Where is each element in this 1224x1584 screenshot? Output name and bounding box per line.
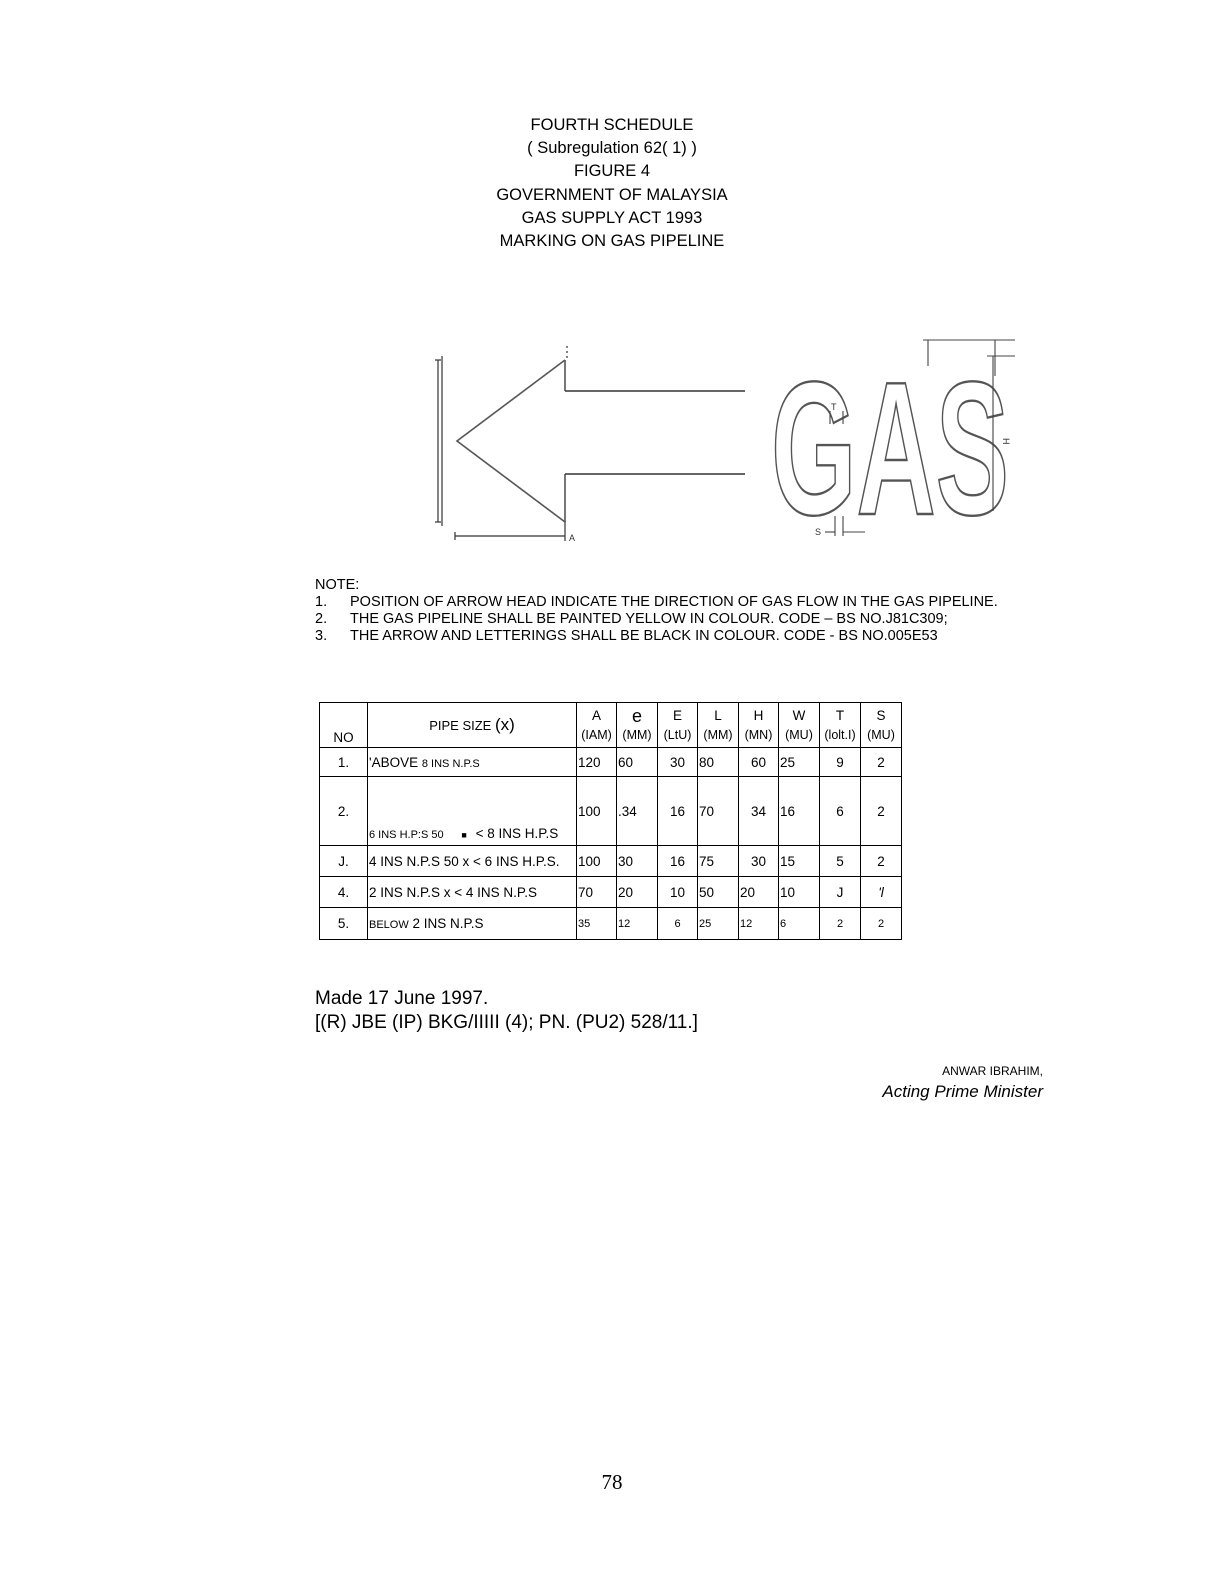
arrow-dimension-label: A <box>569 533 576 543</box>
header-col-w: W (MU) <box>779 703 820 748</box>
value-cell: 2 <box>820 908 861 940</box>
figure-caption: MARKING ON GAS PIPELINE <box>499 232 725 251</box>
value-cell: 2 <box>861 748 902 777</box>
header-pipe-size-label: PIPE SIZE <box>429 718 492 733</box>
value-cell: 2 <box>861 846 902 877</box>
table-row <box>320 777 902 846</box>
arrow-head <box>457 360 565 522</box>
value-cell: 30 <box>739 846 779 877</box>
note-number: 1. <box>315 594 328 610</box>
header-pipe-size-variable: (x) <box>494 715 515 734</box>
value-cell: 70 <box>577 877 617 908</box>
header-col-s: S (MU) <box>861 703 902 748</box>
pipeline-marking-figure <box>425 336 1015 546</box>
value-cell: 50 <box>698 877 739 908</box>
table-row <box>320 908 902 940</box>
row-number: 5. <box>320 908 368 940</box>
page-number: 78 <box>601 1470 623 1494</box>
pipe-size-cell: 'ABOVE 8 INS N.P.S <box>368 748 577 777</box>
value-cell: 10 <box>779 877 820 908</box>
government-name: GOVERNMENT OF MALAYSIA <box>496 185 728 204</box>
header-col-e-lower: e (MM) <box>617 703 658 748</box>
enactment-block <box>315 987 698 1035</box>
value-cell: 100 <box>577 777 617 846</box>
row-number: 1. <box>320 748 368 777</box>
row-number: 2. <box>320 777 368 846</box>
value-cell: .34 <box>617 777 658 846</box>
header-col-e: E (LtU) <box>658 703 698 748</box>
table-header-row <box>320 703 902 748</box>
value-cell: 25 <box>698 908 739 940</box>
signer-title: Acting Prime Minister <box>882 1082 1043 1101</box>
header-col-t: T (lolt.I) <box>820 703 861 748</box>
arrow-dimension-lines <box>435 346 567 541</box>
value-cell: 9 <box>820 748 861 777</box>
pipe-size-cell: 4 INS N.P.S 50 x < 6 INS H.P.S. <box>368 846 577 877</box>
note-item <box>315 628 1015 645</box>
pipe-size-cell: 6 INS H.P:S 50 ■ < 8 INS H.P.S <box>368 777 577 846</box>
header-col-a: A (IAM) <box>577 703 617 748</box>
gas-dimension-h: H <box>1001 438 1011 445</box>
value-cell: 20 <box>739 877 779 908</box>
note-text: THE GAS PIPELINE SHALL BE PAINTED YELLOW IN COLOUR. CODE – BS NO.J81C309; <box>350 611 948 627</box>
note-item <box>315 594 1015 611</box>
value-cell: 25 <box>779 748 820 777</box>
value-cell: 30 <box>658 748 698 777</box>
signer-name: ANWAR IBRAHIM, <box>942 1064 1043 1078</box>
file-reference: [(R) JBE (IP) BKG/IIIII (4); PN. (PU2) 528/11.] <box>315 1012 698 1033</box>
value-cell: 30 <box>617 846 658 877</box>
notes-section <box>315 577 1015 645</box>
value-cell: J <box>820 877 861 908</box>
notes-heading: NOTE: <box>315 577 360 593</box>
value-cell: 6 <box>779 908 820 940</box>
gas-lettering: GAS <box>771 343 1009 546</box>
value-cell: 6 <box>658 908 698 940</box>
made-date: Made 17 June 1997. <box>315 988 489 1009</box>
table-row <box>320 877 902 908</box>
value-cell: 70 <box>698 777 739 846</box>
value-cell: 10 <box>658 877 698 908</box>
schedule-header <box>0 114 1224 253</box>
value-cell: 12 <box>739 908 779 940</box>
note-text: POSITION OF ARROW HEAD INDICATE THE DIRECTION OF GAS FLOW IN THE GAS PIPELINE. <box>350 594 998 610</box>
note-item <box>315 611 1015 628</box>
pipe-size-dimension-table <box>319 702 902 940</box>
header-col-l: L (MM) <box>698 703 739 748</box>
table-row <box>320 846 902 877</box>
value-cell: 60 <box>739 748 779 777</box>
value-cell: 75 <box>698 846 739 877</box>
value-cell: 16 <box>658 777 698 846</box>
row-number: 4. <box>320 877 368 908</box>
subregulation-ref: ( Subregulation 62( 1) ) <box>527 139 697 158</box>
pipeline-marking-diagram <box>425 336 1015 546</box>
value-cell: 80 <box>698 748 739 777</box>
note-number: 3. <box>315 628 328 644</box>
value-cell: 15 <box>779 846 820 877</box>
value-cell: 60 <box>617 748 658 777</box>
header-no: NO <box>320 703 368 748</box>
value-cell: 16 <box>658 846 698 877</box>
value-cell: 34 <box>739 777 779 846</box>
value-cell: 12 <box>617 908 658 940</box>
value-cell: 2 <box>861 777 902 846</box>
value-cell: 20 <box>617 877 658 908</box>
figure-number: FIGURE 4 <box>573 162 651 181</box>
signature-block <box>882 1063 1043 1105</box>
gas-dimension-t: T <box>831 402 837 412</box>
row-number: J. <box>320 846 368 877</box>
value-cell: 2 <box>861 908 902 940</box>
note-text: THE ARROW AND LETTERINGS SHALL BE BLACK IN COLOUR. CODE - BS NO.005E53 <box>350 628 938 644</box>
pipe-size-cell: 2 INS N.P.S x < 4 INS N.P.S <box>368 877 577 908</box>
value-cell: 'l <box>861 877 902 908</box>
value-cell: 5 <box>820 846 861 877</box>
header-col-h: H (MN) <box>739 703 779 748</box>
pipe-size-cell: BELOW 2 INS N.P.S <box>368 908 577 940</box>
gas-dimension-s: S <box>815 527 822 537</box>
value-cell: 120 <box>577 748 617 777</box>
value-cell: 100 <box>577 846 617 877</box>
value-cell: 35 <box>577 908 617 940</box>
schedule-title: FOURTH SCHEDULE <box>530 116 694 134</box>
arrow-shaft <box>565 391 745 474</box>
note-number: 2. <box>315 611 328 627</box>
header-pipe-size <box>368 703 577 748</box>
table-row <box>320 748 902 777</box>
value-cell: 6 <box>820 777 861 846</box>
value-cell: 16 <box>779 777 820 846</box>
act-name: GAS SUPPLY ACT 1993 <box>521 208 703 227</box>
